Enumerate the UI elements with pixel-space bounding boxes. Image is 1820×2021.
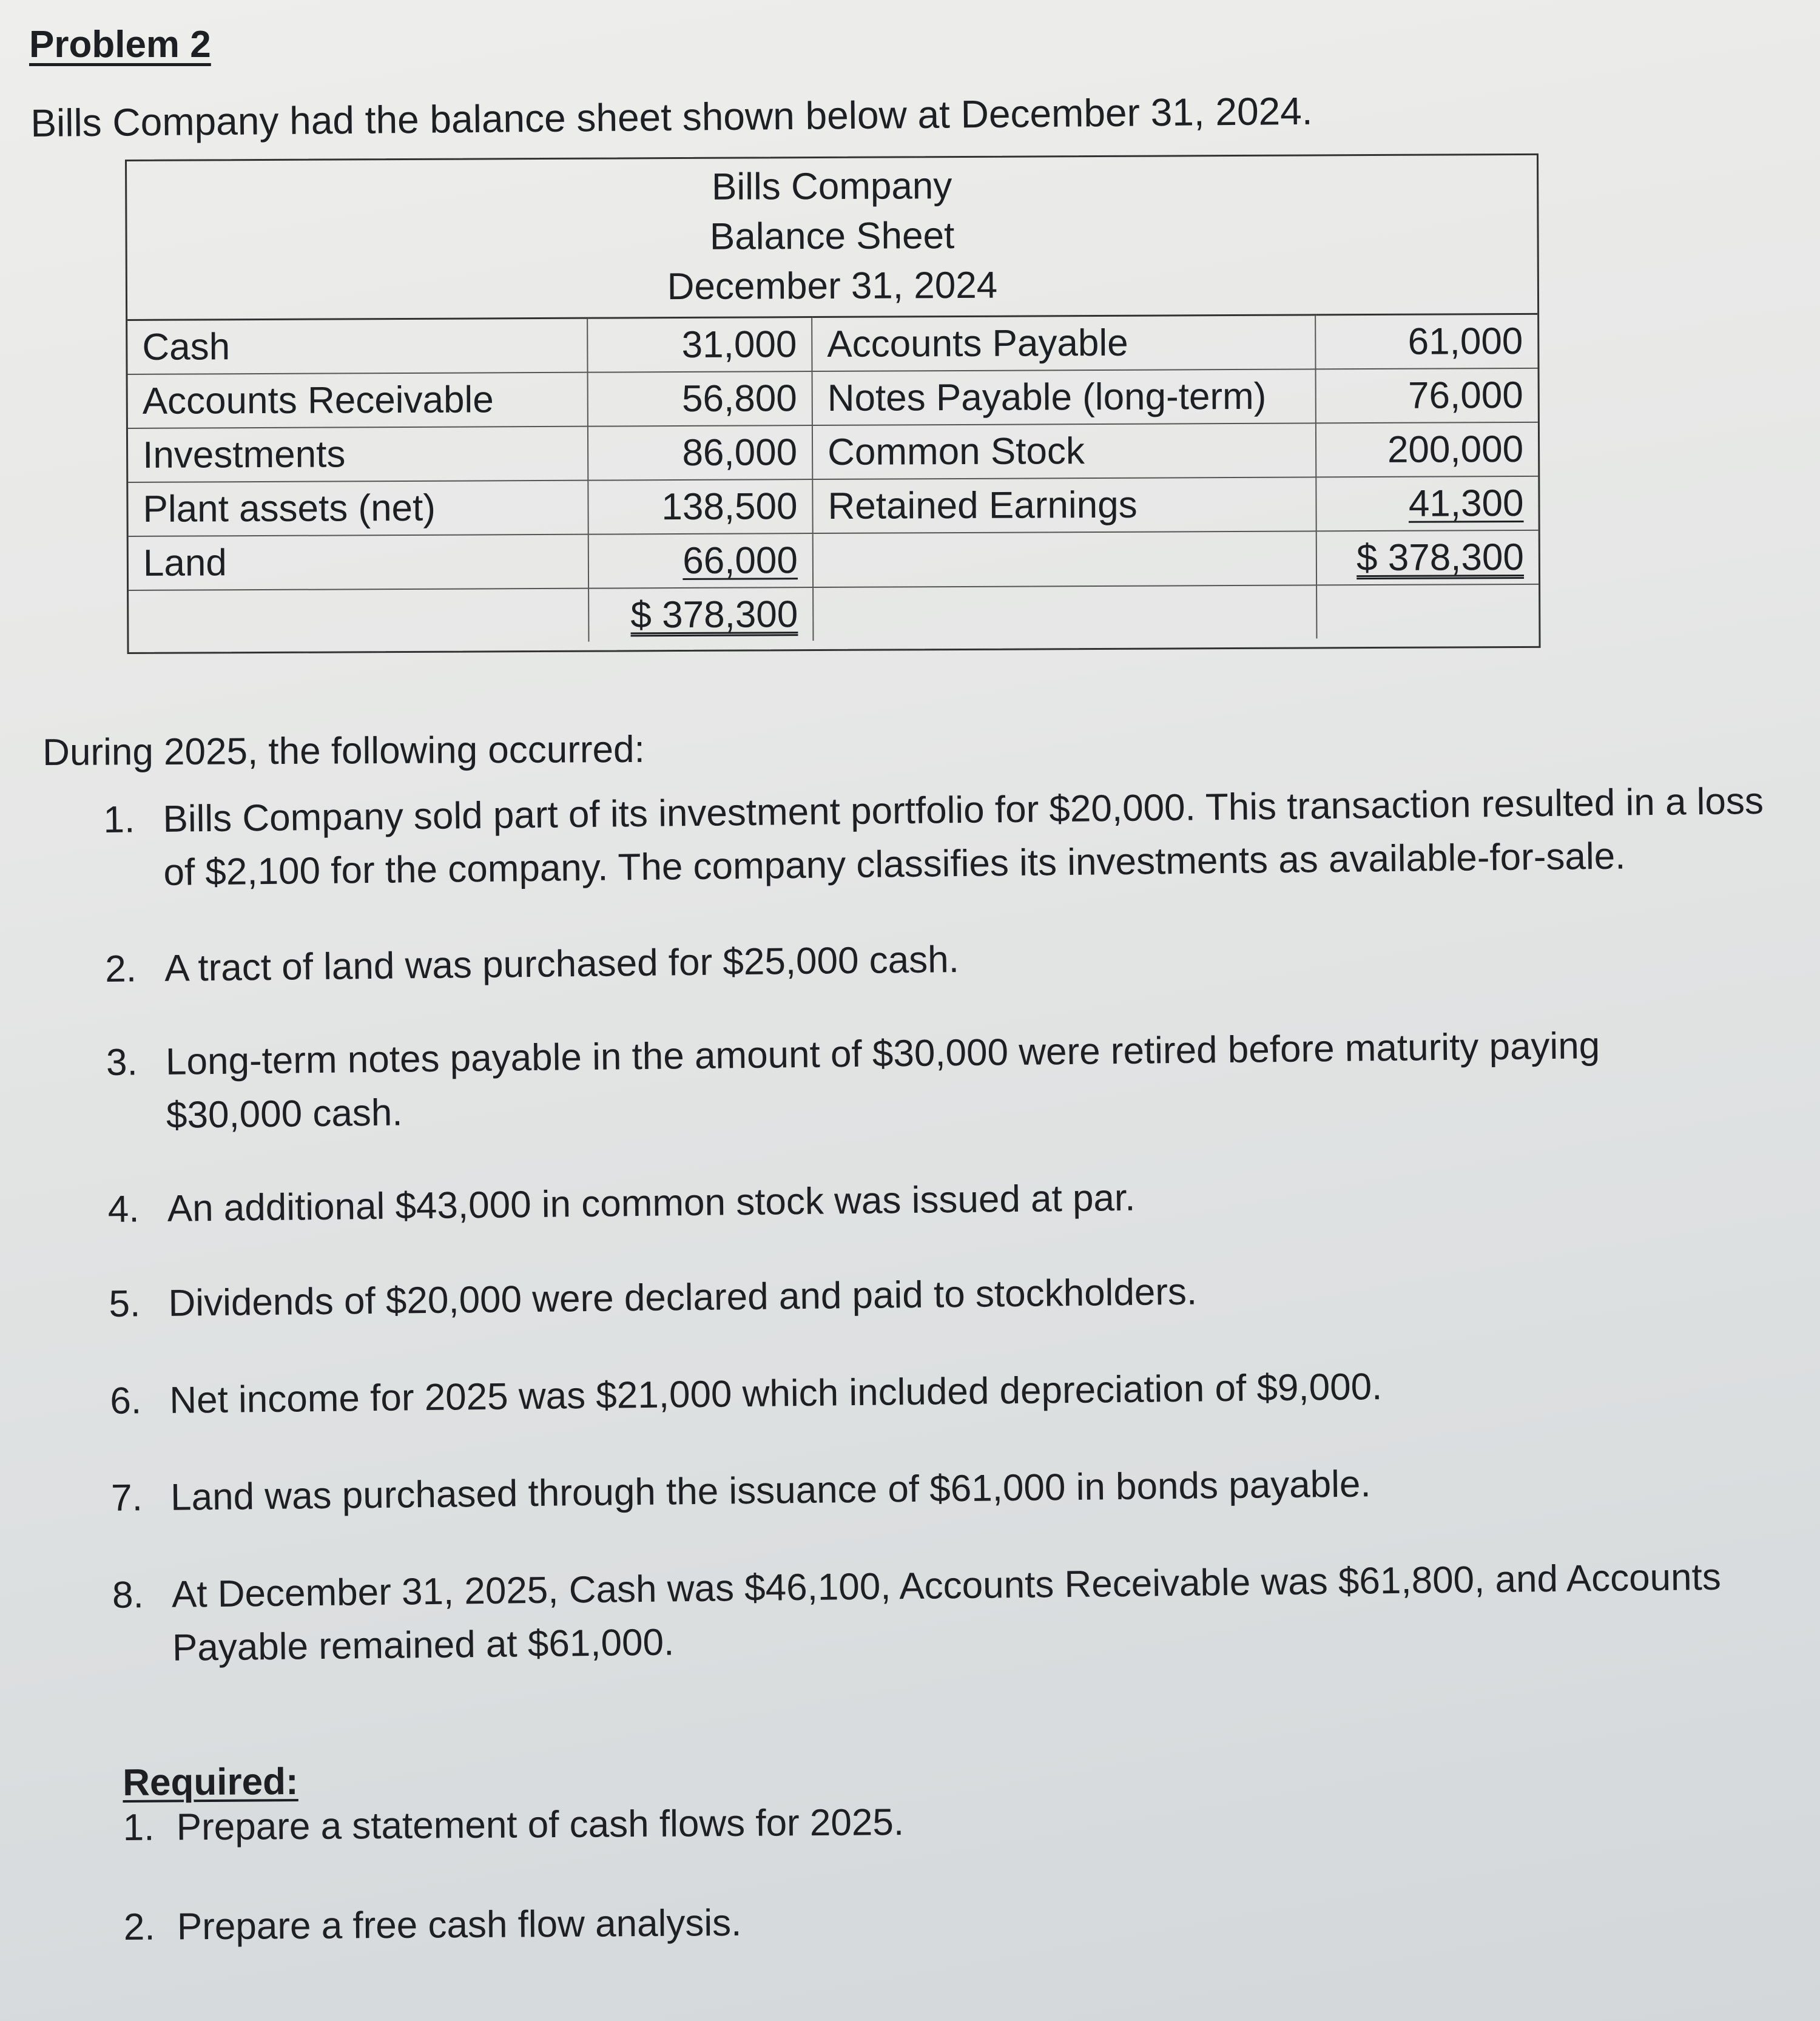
liability-name [813, 531, 1316, 587]
balance-sheet-table [125, 154, 1541, 654]
asset-name: Accounts Receivable [128, 373, 588, 428]
event-number: 8. [112, 1574, 144, 1616]
events-list [103, 774, 1805, 1676]
statement-date: December 31, 2024 [667, 264, 998, 308]
list-item [106, 1017, 1800, 1143]
event-text: Dividends of $20,000 were declared and paid to stockholders. [168, 1270, 1198, 1324]
liability-name: Accounts Payable [812, 315, 1315, 371]
balance-sheet-grid [127, 313, 1539, 644]
during-heading: During 2025, the following occurred: [42, 728, 645, 774]
event-number: 1. [103, 798, 135, 841]
list-item [110, 1355, 1803, 1428]
liability-amount: 76,000 [1316, 368, 1538, 423]
liability-name: Retained Earnings [812, 477, 1316, 533]
event-number: 3. [106, 1041, 138, 1084]
list-item [105, 923, 1798, 996]
event-text: At December 31, 2025, Cash was $46,100, Accounts Receivable was $61,800, and Accounts Payable remained at $61,000. [171, 1556, 1722, 1669]
event-text: Land was purchased through the issuance of $61,000 in bonds payable. [170, 1463, 1371, 1519]
list-item [124, 1900, 905, 1950]
table-row [128, 422, 1538, 482]
asset-name: Plant assets (net) [128, 481, 588, 536]
event-text: An additional $43,000 in common stock was issued at par. [167, 1176, 1136, 1230]
list-item [109, 1258, 1802, 1331]
statement-name: Balance Sheet [709, 215, 955, 258]
table-row [129, 530, 1539, 590]
required-text: Prepare a statement of cash flows for 2025. [176, 1801, 905, 1849]
event-number: 4. [107, 1188, 140, 1230]
required-text: Prepare a free cash flow analysis. [177, 1901, 742, 1948]
required-number: 1. [123, 1806, 155, 1849]
asset-name: Land [129, 535, 588, 590]
required-number: 2. [123, 1906, 155, 1948]
balance-sheet-header [127, 159, 1537, 314]
liability-amount: 200,000 [1316, 422, 1538, 477]
liability-total: $ 378,300 [1356, 536, 1525, 579]
intro-text: Bills Company had the balance sheet shown below at December 31, 2024. [30, 89, 1313, 145]
event-text: Net income for 2025 was $21,000 which included depreciation of $9,000. [169, 1366, 1383, 1422]
asset-amount: 86,000 [588, 425, 812, 481]
event-text: Long-term notes payable in the amount of $30,000 were retired before maturity paying $30,000 cash. [165, 1025, 1600, 1136]
asset-total: $ 378,300 [630, 593, 798, 636]
event-number: 5. [109, 1283, 141, 1325]
required-title: Required: [123, 1760, 298, 1804]
table-row [127, 314, 1537, 374]
event-number: 7. [110, 1477, 143, 1519]
asset-name: Investments [128, 427, 588, 482]
event-number: 2. [104, 948, 137, 990]
list-item [112, 1550, 1805, 1676]
asset-amount: 66,000 [682, 539, 798, 582]
event-text: Bills Company sold part of its investment portfolio for $20,000. This transaction resulted in a loss of $2,100 for the company. The company classifies its investments as available-for-sale. [163, 780, 1764, 894]
liability-amount: 41,300 [1408, 482, 1524, 525]
liability-name: Notes Payable (long-term) [812, 369, 1316, 425]
table-row [128, 476, 1538, 536]
list-item [107, 1164, 1801, 1237]
company-name: Bills Company [711, 165, 952, 208]
asset-amount: 56,800 [588, 371, 812, 427]
asset-amount: 138,500 [588, 479, 812, 535]
asset-amount: 31,000 [587, 317, 812, 373]
list-item [123, 1800, 905, 1851]
liability-name: Common Stock [812, 423, 1316, 479]
table-row [128, 368, 1538, 428]
table-row-total [129, 584, 1539, 644]
list-item [103, 774, 1797, 900]
problem-title: Problem 2 [29, 24, 211, 66]
list-item [111, 1452, 1804, 1525]
asset-name: Cash [127, 318, 587, 374]
required-section [123, 1755, 905, 1950]
liability-amount: 61,000 [1315, 314, 1537, 369]
event-number: 6. [109, 1380, 142, 1422]
event-text: A tract of land was purchased for $25,000 cash. [164, 939, 960, 990]
